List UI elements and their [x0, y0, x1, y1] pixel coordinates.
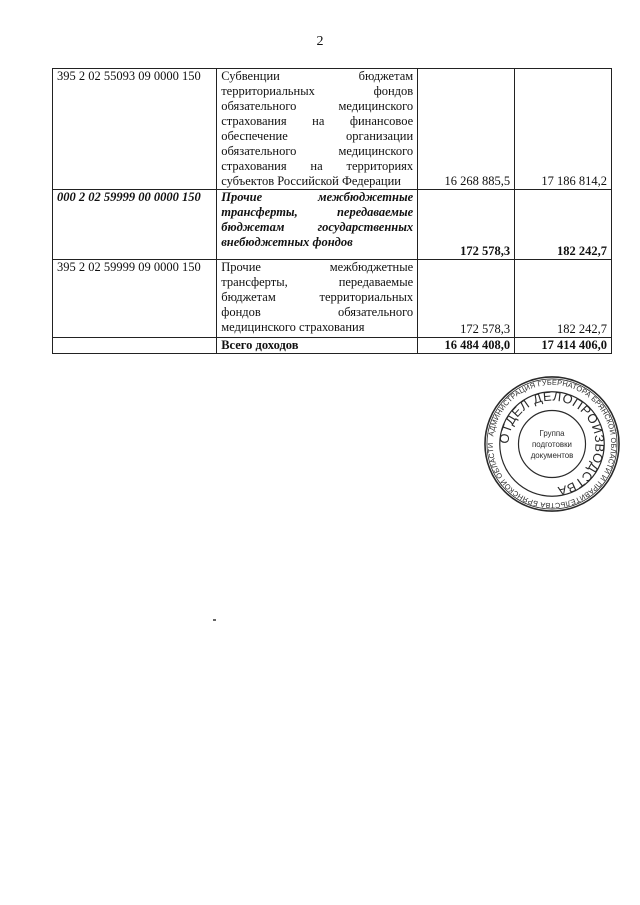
budget-code: 395 2 02 55093 09 0000 150 — [53, 69, 217, 190]
svg-text:АДМИНИСТРАЦИЯ ГУБЕРНАТОРА БРЯН: АДМИНИСТРАЦИЯ ГУБЕРНАТОРА БРЯНСКОЙ ОБЛАСТИ И ПРАВИТЕЛЬСТВА БРЯНСКОЙ ОБЛАСТИ — [485, 377, 619, 511]
revenue-name: Прочие межбюджетные трансферты, передаваемые бюджетам государственных внебюджетных фондов — [217, 190, 418, 260]
value-year-1: 172 578,3 — [418, 260, 515, 338]
total-year-2: 17 414 406,0 — [515, 338, 612, 354]
table-row — [53, 190, 612, 260]
value-year-2: 17 186 814,2 — [515, 69, 612, 190]
revenue-name: Прочие межбюджетные трансферты, передаваемые бюджетам территориальных фондов обязательного медицинского страхования — [217, 260, 418, 338]
svg-text:подготовки: подготовки — [532, 439, 572, 449]
budget-code: 395 2 02 59999 09 0000 150 — [53, 260, 217, 338]
svg-text:ОТДЕЛ ДЕЛОПРОИЗВОДСТВА: ОТДЕЛ ДЕЛОПРОИЗВОДСТВА — [496, 388, 608, 500]
svg-text:документов: документов — [530, 450, 574, 460]
official-stamp — [483, 375, 621, 513]
total-empty-cell — [53, 338, 217, 354]
value-year-2: 182 242,7 — [515, 190, 612, 260]
revenue-name: Субвенции бюджетам территориальных фондов обязательного медицинского страхования на финансовое обеспечение организации обязательного медицинского страхования на территориях субъектов Российской Федерации — [217, 69, 418, 190]
budget-code: 000 2 02 59999 00 0000 150 — [53, 190, 217, 260]
table-row — [53, 260, 612, 338]
revenue-table — [52, 68, 612, 354]
value-year-1: 16 268 885,5 — [418, 69, 515, 190]
svg-text:Группа: Группа — [539, 429, 565, 439]
value-year-2: 182 242,7 — [515, 260, 612, 338]
total-year-1: 16 484 408,0 — [418, 338, 515, 354]
value-year-1: 172 578,3 — [418, 190, 515, 260]
total-label: Всего доходов — [217, 338, 418, 354]
scan-speck — [213, 619, 216, 621]
table-total-row — [53, 338, 612, 354]
page-number: 2 — [316, 34, 324, 49]
table-row — [53, 69, 612, 190]
